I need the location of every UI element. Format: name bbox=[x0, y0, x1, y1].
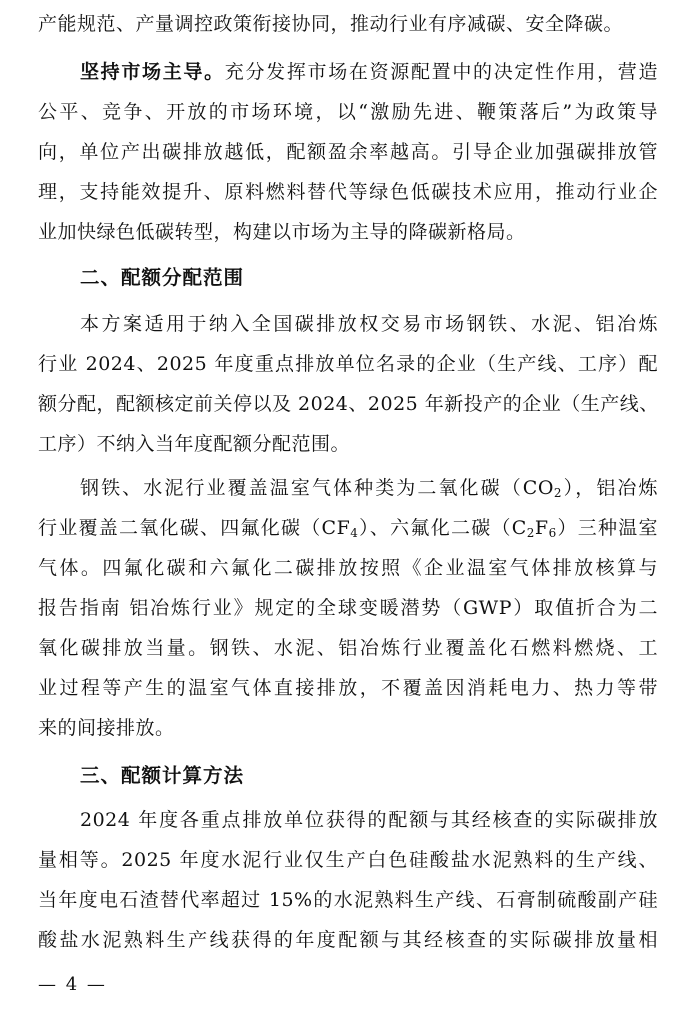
text-segment: F bbox=[534, 517, 549, 539]
paragraph-line: 气体。四氟化碳和六氟化二碳排放按照《企业温室气体排放核算与 bbox=[38, 557, 658, 579]
page-number: — 4 — bbox=[38, 974, 107, 995]
paragraph-line: 本方案适用于纳入全国碳排放权交易市场钢铁、水泥、铝冶炼 bbox=[80, 313, 658, 335]
paragraph-line: 工序）不纳入当年度配额分配范围。 bbox=[38, 433, 351, 455]
paragraph-line: 酸盐水泥熟料生产线获得的年度配额与其经核查的实际碳排放量相 bbox=[38, 929, 658, 951]
paragraph-line: 来的间接排放。 bbox=[38, 717, 175, 739]
paragraph-text: 充分发挥市场在资源配置中的决定性作用，营造 bbox=[224, 61, 658, 83]
paragraph-line: 向，单位产出碳排放越低，配额盈余率越高。引导企业加强碳排放管 bbox=[38, 141, 658, 163]
subscript: 2 bbox=[526, 526, 535, 540]
paragraph-line: 当年度电石渣替代率超过 15%的水泥熟料生产线、石膏制硫酸副产硅 bbox=[38, 889, 658, 911]
section-heading: 二、配额分配范围 bbox=[80, 266, 245, 289]
section-heading: 三、配额计算方法 bbox=[80, 764, 245, 787]
paragraph-line: 业过程等产生的温室气体直接排放，不覆盖因消耗电力、热力等带 bbox=[38, 677, 658, 699]
paragraph-line bbox=[80, 468, 658, 508]
paragraph-line: 产能规范、产量调控政策衔接协同，推动行业有序减碳、安全降碳。 bbox=[38, 13, 624, 35]
paragraph-line: 业加快绿色低碳转型，构建以市场为主导的降碳新格局。 bbox=[38, 221, 526, 243]
subscript: 4 bbox=[350, 526, 359, 540]
text-segment: ），铝冶炼 bbox=[562, 477, 658, 499]
paragraph-line: 额分配，配额核定前关停以及 2024、2025 年新投产的企业（生产线、 bbox=[38, 393, 659, 415]
paragraph-line: 报告指南 铝冶炼行业》规定的全球变暖潜势（GWP）取值折合为二 bbox=[38, 597, 658, 619]
paragraph-line: 公平、竞争、开放的市场环境，以“激励先进、鞭策落后”为政策导 bbox=[38, 101, 658, 123]
text-segment: ）、六氟化二碳（C bbox=[358, 517, 527, 539]
paragraph-line bbox=[80, 52, 658, 92]
text-segment: 钢铁、水泥行业覆盖温室气体种类为二氧化碳（CO bbox=[80, 477, 554, 499]
text-segment: ）三种温室 bbox=[556, 517, 658, 539]
paragraph-lead: 坚持市场主导。 bbox=[80, 61, 225, 83]
paragraph-line: 理，支持能效提升、原料燃料替代等绿色低碳技术应用，推动行业企 bbox=[38, 181, 658, 203]
text-segment: 行业覆盖二氧化碳、四氟化碳（CF bbox=[38, 517, 351, 539]
subscript: 2 bbox=[553, 486, 563, 500]
paragraph-line: 行业 2024、2025 年度重点排放单位名录的企业（生产线、工序）配 bbox=[38, 353, 658, 375]
subscript: 6 bbox=[548, 526, 557, 540]
paragraph-line: 量相等。2025 年度水泥行业仅生产白色硅酸盐水泥熟料的生产线、 bbox=[38, 849, 658, 871]
paragraph-line: 2024 年度各重点排放单位获得的配额与其经核查的实际碳排放 bbox=[80, 809, 658, 831]
paragraph-line: 氧化碳排放当量。钢铁、水泥、铝冶炼行业覆盖化石燃料燃烧、工 bbox=[38, 637, 658, 659]
paragraph-line bbox=[38, 508, 658, 548]
